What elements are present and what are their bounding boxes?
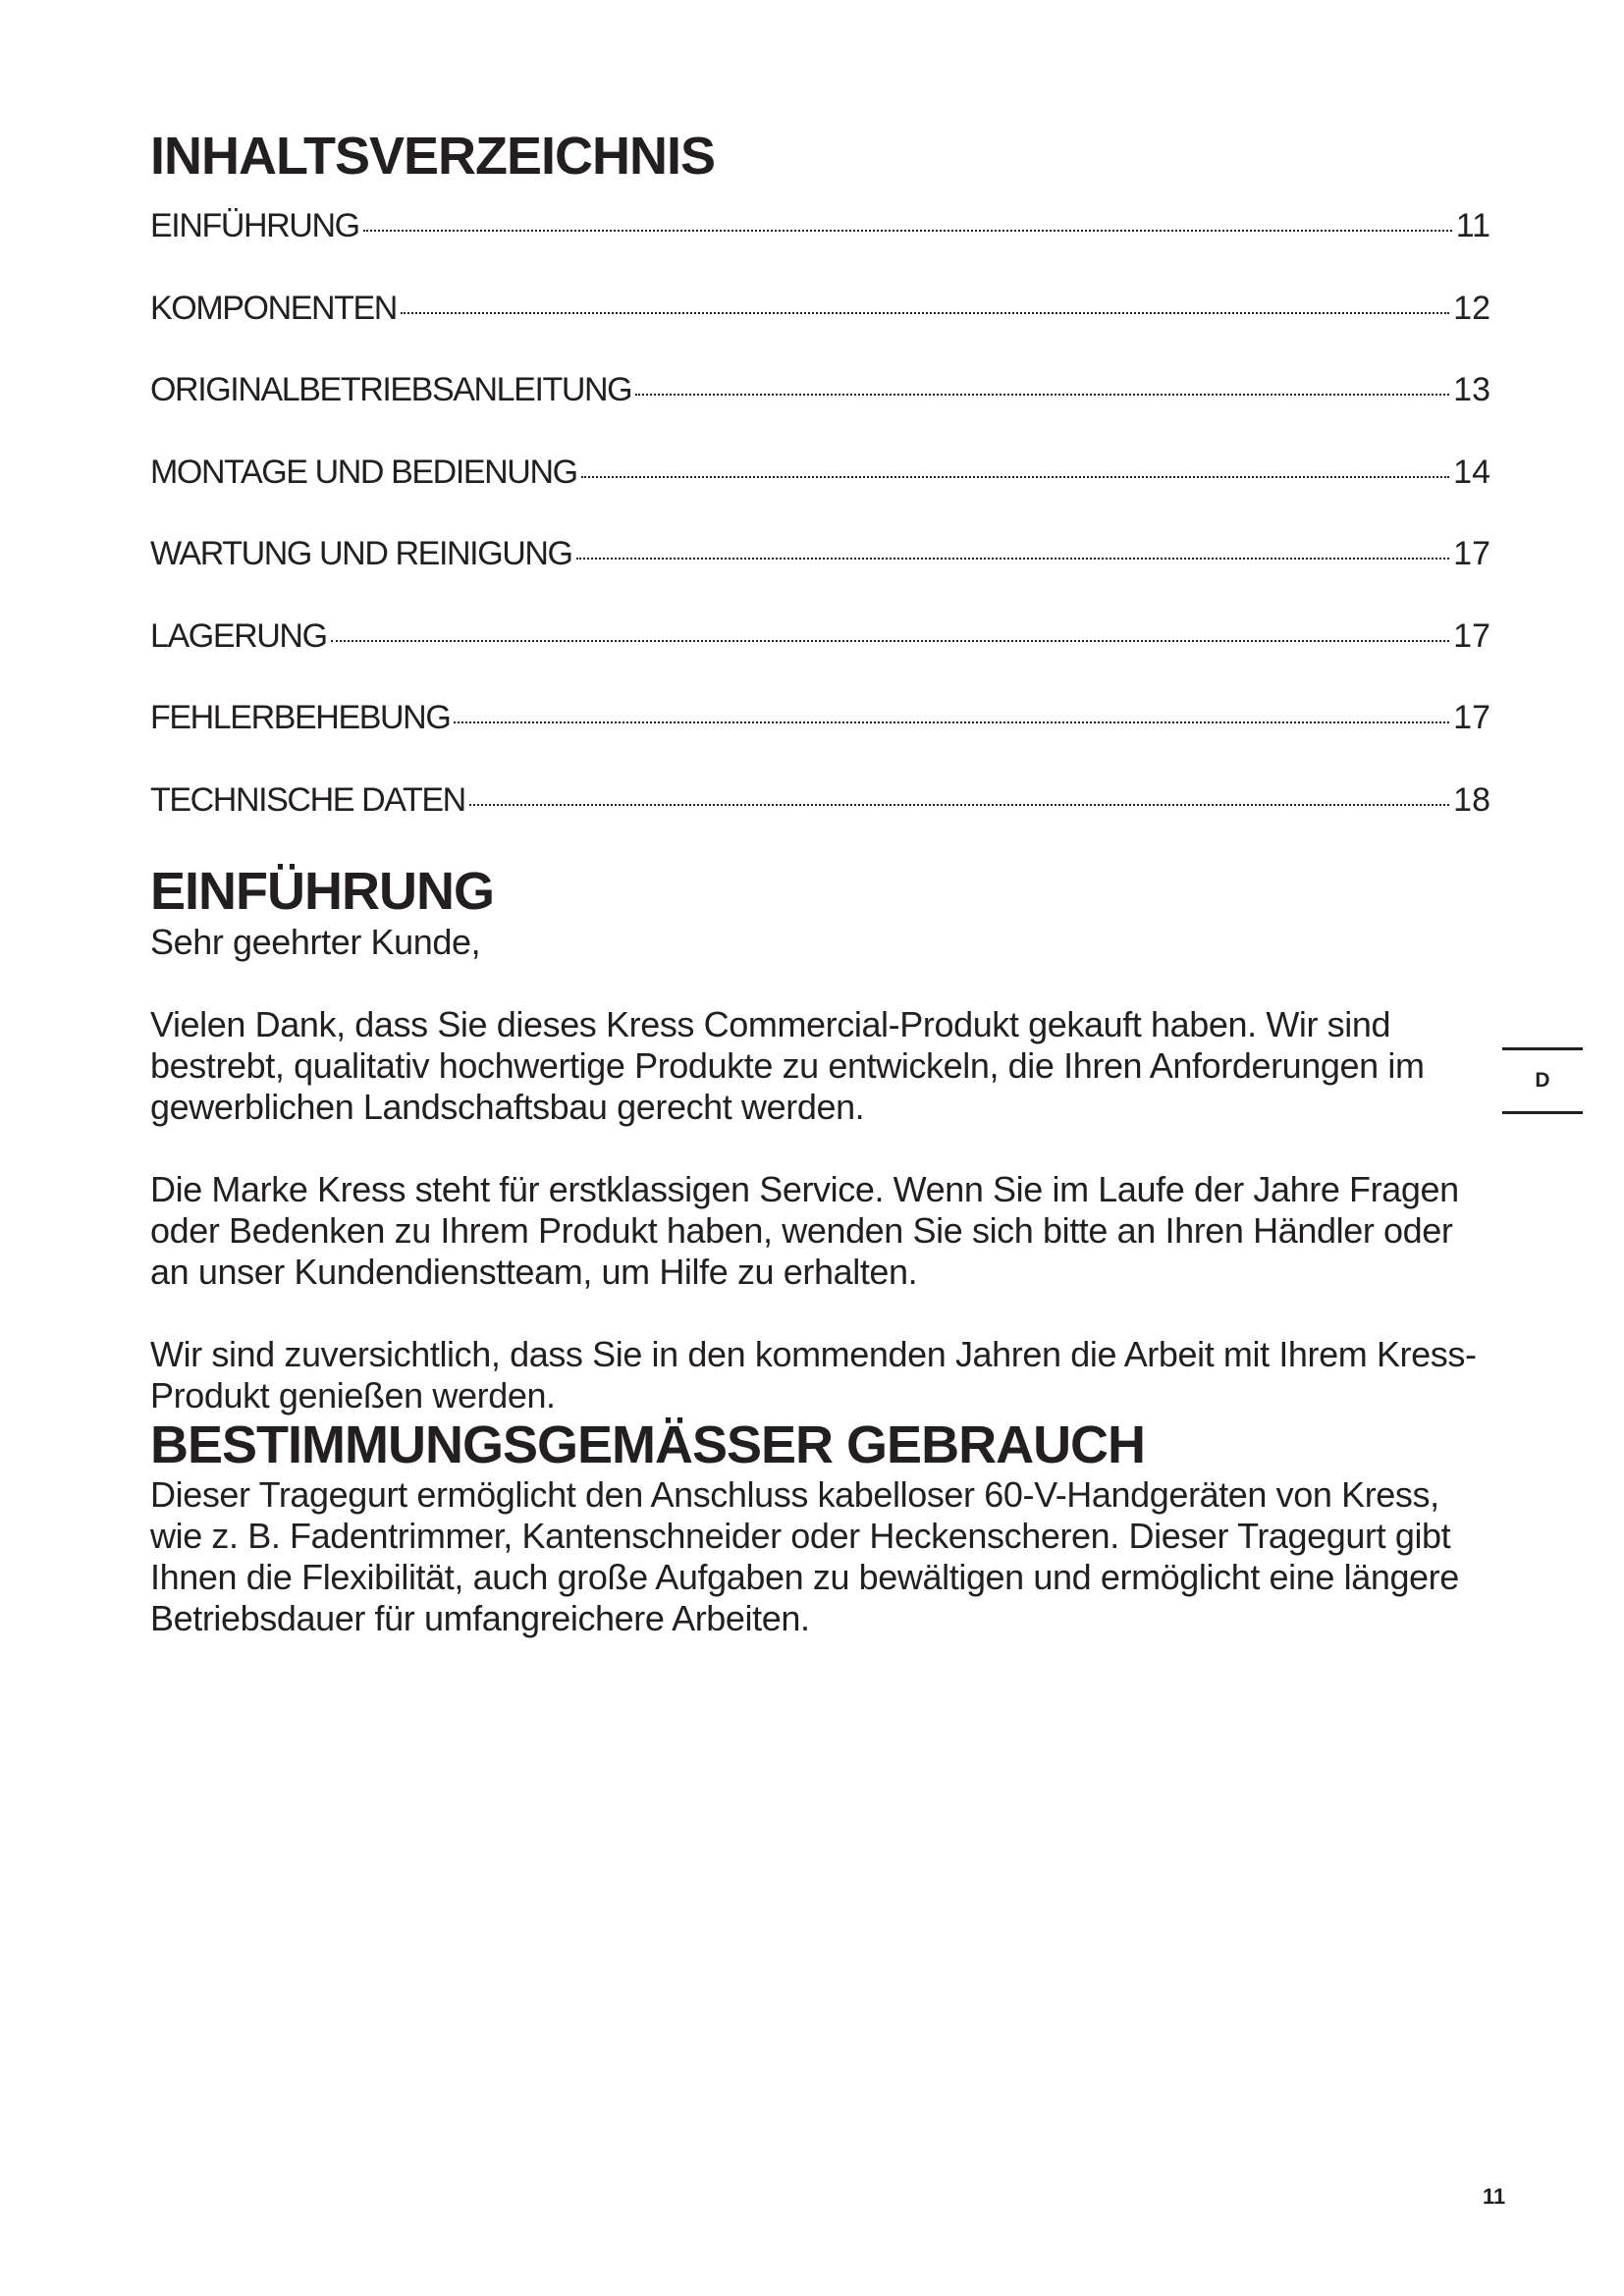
toc-dot-leader: [363, 230, 1452, 232]
toc-entry[interactable]: [150, 371, 1490, 454]
language-tab: D: [1502, 1047, 1583, 1114]
toc-entry-page: 13: [1453, 371, 1490, 409]
intro-paragraph: Vielen Dank, dass Sie dieses Kress Commercial-Produkt gekauft haben. Wir sind bestrebt, qualitativ hochwertige Produkte zu entwickeln, die Ihren Anforderungen im gewerblichen Landschaftsbau gerecht werden.: [150, 1003, 1425, 1127]
table-of-contents: [150, 207, 1490, 863]
toc-dot-leader: [635, 394, 1449, 396]
toc-entry[interactable]: [150, 454, 1490, 536]
toc-entry-label: TECHNISCHE DATEN: [150, 780, 465, 819]
toc-entry[interactable]: [150, 535, 1490, 617]
toc-entry-label: FEHLERBEHEBUNG: [150, 699, 451, 737]
toc-entry-page: 17: [1453, 699, 1490, 737]
toc-entry[interactable]: [150, 699, 1490, 781]
toc-entry-label: MONTAGE UND BEDIENUNG: [150, 453, 577, 491]
toc-entry-page: 12: [1453, 289, 1490, 327]
intended-use-paragraph: Dieser Tragegurt ermöglicht den Anschluss kabelloser 60-V-Handgeräten von Kress, wie z. B. Fadentrimmer, Kantenschneider oder Heckenscheren. Dieser Tragegurt gibt Ihnen die Flexibilität, auch große Aufgaben zu bewältigen und ermöglicht eine längere Betriebsdauer für umfangreichere Arbeiten.: [150, 1474, 1459, 1639]
toc-title: INHALTSVERZEICHNIS: [150, 127, 716, 186]
intro-salutation: Sehr geehrter Kunde,: [150, 921, 481, 962]
intro-paragraph: Die Marke Kress steht für erstklassigen Service. Wenn Sie im Laufe der Jahre Fragen oder Bedenken zu Ihrem Produkt haben, wenden Sie sich bitte an Ihren Händler oder an unser Kundendienstteam, um Hilfe zu erhalten.: [150, 1168, 1459, 1292]
page-content: [150, 128, 1490, 1639]
toc-entry-label: WARTUNG UND REINIGUNG: [150, 535, 572, 573]
toc-dot-leader: [469, 804, 1449, 806]
toc-dot-leader: [576, 558, 1450, 560]
toc-entry-label: LAGERUNG: [150, 616, 327, 655]
toc-dot-leader: [401, 312, 1449, 314]
toc-dot-leader: [454, 721, 1449, 723]
toc-entry-page: 18: [1453, 780, 1490, 819]
toc-dot-leader: [581, 476, 1450, 478]
toc-entry[interactable]: [150, 207, 1490, 290]
toc-entry-label: KOMPONENTEN: [150, 289, 397, 327]
toc-dot-leader: [331, 640, 1450, 642]
toc-entry-label: ORIGINALBETRIEBSANLEITUNG: [150, 371, 632, 409]
page-number: 11: [1483, 2184, 1506, 2209]
toc-entry-label: EINFÜHRUNG: [150, 207, 359, 245]
toc-entry[interactable]: [150, 290, 1490, 372]
toc-entry[interactable]: [150, 617, 1490, 700]
intro-paragraph: Wir sind zuversichtlich, dass Sie in den kommenden Jahren die Arbeit mit Ihrem Kress-Produkt genießen werden.: [150, 1333, 1477, 1415]
toc-entry-page: 17: [1453, 535, 1490, 573]
intended-use-title: BESTIMMUNGSGEMÄSSER GEBRAUCH: [150, 1415, 1146, 1474]
intro-title: EINFÜHRUNG: [150, 862, 494, 922]
toc-entry-page: 14: [1453, 453, 1490, 491]
toc-entry-page: 11: [1455, 207, 1490, 245]
toc-entry[interactable]: [150, 781, 1490, 864]
toc-entry-page: 17: [1453, 616, 1490, 655]
